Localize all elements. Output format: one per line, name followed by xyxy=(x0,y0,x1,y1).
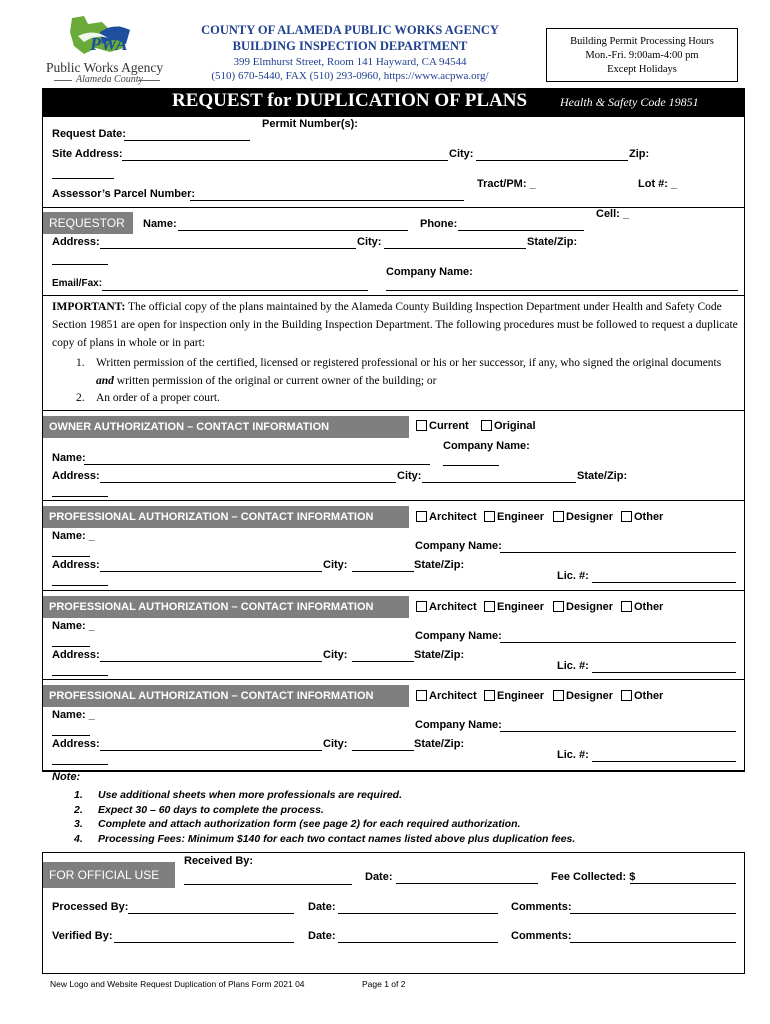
verified-comments-label: Comments: xyxy=(511,930,572,942)
requestor-header: REQUESTOR xyxy=(43,212,133,234)
important-divider xyxy=(42,295,745,296)
requestor-name-field[interactable] xyxy=(178,230,408,231)
header-contact: (510) 670-5440, FAX (510) 293-0960, https://www.acpwa.org/ xyxy=(211,70,489,82)
professional-state-zip-field[interactable] xyxy=(52,585,108,586)
professional-city-label: City: xyxy=(323,738,348,750)
professional-name-field[interactable] xyxy=(52,735,90,736)
professional-state-zip-label: State/Zip: xyxy=(414,738,465,750)
owner-company-field[interactable] xyxy=(443,465,499,466)
professional-name-label: Name: _ xyxy=(52,620,95,632)
owner-city-label: City: xyxy=(397,470,422,482)
requestor-city-field[interactable] xyxy=(384,248,526,249)
professional-address-field[interactable] xyxy=(100,661,322,662)
requestor-city-label: City: xyxy=(357,236,382,248)
requestor-email-label: Email/Fax: xyxy=(52,278,103,289)
hours-box xyxy=(546,28,738,82)
requestor-email-field[interactable] xyxy=(102,290,368,291)
checkbox-icon xyxy=(621,690,632,701)
note-item: 2. Expect 30 – 60 days to complete the process. xyxy=(74,803,324,816)
checkbox-icon xyxy=(416,420,427,431)
requestor-address-field[interactable] xyxy=(100,248,356,249)
received-by-label: Received By: xyxy=(184,855,254,867)
verified-date-field[interactable] xyxy=(338,942,498,943)
professional-lic-label: Lic. #: xyxy=(557,660,589,672)
official-date-field[interactable] xyxy=(396,883,538,884)
owner-original-checkbox[interactable]: Original xyxy=(481,420,536,432)
logo-rule-right xyxy=(138,80,160,81)
requestor-divider xyxy=(42,207,745,208)
checkbox-icon xyxy=(481,420,492,431)
checkbox-icon xyxy=(553,690,564,701)
owner-current-checkbox[interactable]: Current xyxy=(416,420,469,432)
checkbox-icon xyxy=(553,511,564,522)
apn-label: Assessor’s Parcel Number: xyxy=(52,188,196,200)
header-agency: COUNTY OF ALAMEDA PUBLIC WORKS AGENCY xyxy=(201,23,499,37)
verified-by-field[interactable] xyxy=(114,942,294,943)
professional-name-label: Name: _ xyxy=(52,709,95,721)
checkbox-icon xyxy=(416,511,427,522)
checkbox-icon xyxy=(416,601,427,612)
engineer-checkbox[interactable]: Engineer xyxy=(484,601,544,613)
processed-date-field[interactable] xyxy=(338,913,498,914)
processed-by-field[interactable] xyxy=(128,913,294,914)
requestor-company-label: Company Name: xyxy=(386,266,473,278)
professional-company-label: Company Name: xyxy=(415,719,502,731)
professional-lic-label: Lic. #: xyxy=(557,749,589,761)
form-title: REQUEST for DUPLICATION OF PLANS xyxy=(172,90,528,111)
professional-address-field[interactable] xyxy=(100,571,322,572)
apn-field[interactable] xyxy=(190,200,464,201)
professional-city-field[interactable] xyxy=(352,661,414,662)
official-date-label: Date: xyxy=(365,871,393,883)
owner-name-label: Name: xyxy=(52,452,86,464)
engineer-checkbox[interactable]: Engineer xyxy=(484,690,544,702)
professional-address-label: Address: xyxy=(52,649,100,661)
professional-address-label: Address: xyxy=(52,738,100,750)
owner-name-field[interactable] xyxy=(84,464,430,465)
professional-header: PROFESSIONAL AUTHORIZATION – CONTACT INFORMATION xyxy=(43,596,409,618)
owner-address-label: Address: xyxy=(52,470,100,482)
professional-divider xyxy=(42,590,745,591)
checkbox-icon xyxy=(484,690,495,701)
professional-state-zip-label: State/Zip: xyxy=(414,559,465,571)
footer-form-id: New Logo and Website Request Duplication of Plans Form 2021 04 xyxy=(50,979,305,989)
verified-comments-field[interactable] xyxy=(570,942,736,943)
official-use-header: FOR OFFICIAL USE xyxy=(43,862,175,888)
site-address-label: Site Address: xyxy=(52,148,123,160)
notes-title: Note: xyxy=(52,771,81,783)
professional-header: PROFESSIONAL AUTHORIZATION – CONTACT INFORMATION xyxy=(43,685,409,707)
svg-text:PWA: PWA xyxy=(90,34,128,54)
checkbox-icon xyxy=(621,601,632,612)
owner-divider xyxy=(42,410,745,411)
owner-state-zip-label: State/Zip: xyxy=(577,470,628,482)
important-item-2: An order of a proper court. xyxy=(96,392,220,404)
other-checkbox[interactable]: Other xyxy=(621,601,663,613)
important-text xyxy=(52,298,738,352)
professional-company-label: Company Name: xyxy=(415,630,502,642)
site-address-field[interactable] xyxy=(122,160,448,161)
form-title-code: Health & Safety Code 19851 xyxy=(560,95,699,109)
requestor-state-zip-label: State/Zip: xyxy=(527,236,578,248)
requestor-address-label: Address: xyxy=(52,236,100,248)
other-checkbox[interactable]: Other xyxy=(621,511,663,523)
verified-date-label: Date: xyxy=(308,930,336,942)
owner-address-field[interactable] xyxy=(100,482,396,483)
professional-divider xyxy=(42,679,745,680)
pwa-logo-mark-icon xyxy=(44,14,162,62)
professional-header: PROFESSIONAL AUTHORIZATION – CONTACT INFORMATION xyxy=(43,506,409,528)
processed-comments-field[interactable] xyxy=(570,913,736,914)
important-item-1-and: and xyxy=(96,375,114,387)
professional-name-label: Name: _ xyxy=(52,530,95,542)
logo-county-name: Alameda County xyxy=(76,74,143,85)
designer-checkbox[interactable]: Designer xyxy=(553,511,613,523)
requestor-cell-label: Cell: _ xyxy=(596,208,630,220)
processed-date-label: Date: xyxy=(308,901,336,913)
note-item: 4. Processing Fees: Minimum $140 for each two contact names listed above plus duplication fees. xyxy=(74,832,576,845)
professional-company-label: Company Name: xyxy=(415,540,502,552)
professional-lic-field[interactable] xyxy=(592,761,736,762)
architect-checkbox[interactable]: Architect xyxy=(416,601,477,613)
requestor-phone-field[interactable] xyxy=(458,230,584,231)
site-city-field[interactable] xyxy=(476,160,628,161)
designer-checkbox[interactable]: Designer xyxy=(553,690,613,702)
owner-header: OWNER AUTHORIZATION – CONTACT INFORMATION xyxy=(43,416,409,438)
professional-address-label: Address: xyxy=(52,559,100,571)
processed-comments-label: Comments: xyxy=(511,901,572,913)
fee-collected-label: Fee Collected: $ xyxy=(551,871,636,883)
notes-divider xyxy=(42,770,745,771)
checkbox-icon xyxy=(416,690,427,701)
agency-header xyxy=(180,22,520,84)
header-department: BUILDING INSPECTION DEPARTMENT xyxy=(232,39,468,53)
professional-city-field[interactable] xyxy=(352,571,414,572)
professional-city-label: City: xyxy=(323,559,348,571)
important-body: The official copy of the plans maintained by the Alameda County Building Inspection Department under Health and Safety Code Section 19851 are open for inspection only in the Building Inspection Department. The following procedures must be followed to request a duplicate copy of plans in whole or in part: xyxy=(52,301,738,349)
fee-collected-field[interactable] xyxy=(630,883,736,884)
professional-name-field[interactable] xyxy=(52,556,90,557)
professional-name-field[interactable] xyxy=(52,646,90,647)
processed-by-label: Processed By: xyxy=(52,901,129,913)
owner-company-label: Company Name: xyxy=(443,440,530,452)
logo-rule-left xyxy=(54,80,72,81)
hours-days: Mon.-Fri. 9:00am-4:00 pm xyxy=(585,50,699,61)
professional-company-field[interactable] xyxy=(500,642,736,643)
note-item: 1. Use additional sheets when more professionals are required. xyxy=(74,789,403,801)
important-item-1-a: Written permission of the certified, licensed or registered professional or his or her successor, if any, who signed the original documents xyxy=(96,357,722,369)
site-zip-field[interactable] xyxy=(52,178,114,179)
verified-by-label: Verified By: xyxy=(52,930,113,942)
professional-divider xyxy=(42,500,745,501)
professional-lic-field[interactable] xyxy=(592,582,736,583)
professional-company-field[interactable] xyxy=(500,552,736,553)
checkbox-icon xyxy=(484,511,495,522)
important-item-1-b: written permission of the original or current owner of the building; or xyxy=(113,375,437,387)
request-date-label: Request Date: xyxy=(52,128,126,140)
important-lead: IMPORTANT: xyxy=(52,301,126,313)
permit-numbers-label: Permit Number(s): xyxy=(262,118,358,130)
important-item-2-num: 2. xyxy=(76,392,85,404)
requestor-name-label: Name: xyxy=(143,218,177,230)
professional-state-zip-field[interactable] xyxy=(52,764,108,765)
requestor-state-zip-field[interactable] xyxy=(52,264,108,265)
checkbox-icon xyxy=(621,511,632,522)
other-checkbox[interactable]: Other xyxy=(621,690,663,702)
professional-city-label: City: xyxy=(323,649,348,661)
notes-list xyxy=(74,788,575,846)
important-item-1-num: 1. xyxy=(76,357,85,369)
professional-lic-label: Lic. #: xyxy=(557,570,589,582)
lot-label: Lot #: _ xyxy=(638,178,678,190)
note-item: 3. Complete and attach authorization form (see page 2) for each required authorization. xyxy=(74,818,521,830)
agency-logo xyxy=(44,14,162,86)
professional-address-field[interactable] xyxy=(100,750,322,751)
important-item-1 xyxy=(96,354,736,390)
professional-state-zip-label: State/Zip: xyxy=(414,649,465,661)
requestor-company-field[interactable] xyxy=(386,290,738,291)
professional-city-field[interactable] xyxy=(352,750,414,751)
received-by-field[interactable] xyxy=(184,884,352,885)
professional-state-zip-field[interactable] xyxy=(52,675,108,676)
site-zip-label: Zip: xyxy=(629,148,650,160)
owner-state-zip-field[interactable] xyxy=(52,496,108,497)
site-city-label: City: xyxy=(449,148,474,160)
professional-company-field[interactable] xyxy=(500,731,736,732)
hours-except: Except Holidays xyxy=(607,64,677,75)
checkbox-icon xyxy=(553,601,564,612)
footer-page-number: Page 1 of 2 xyxy=(362,979,406,989)
tract-label: Tract/PM: _ xyxy=(477,178,536,190)
form-body xyxy=(42,116,745,772)
engineer-checkbox[interactable]: Engineer xyxy=(484,511,544,523)
designer-checkbox[interactable]: Designer xyxy=(553,601,613,613)
logo-agency-name: Public Works Agency xyxy=(46,60,164,75)
architect-checkbox[interactable]: Architect xyxy=(416,511,477,523)
checkbox-icon xyxy=(484,601,495,612)
hours-title: Building Permit Processing Hours xyxy=(570,36,714,47)
requestor-phone-label: Phone: xyxy=(420,218,458,230)
header-address: 399 Elmhurst Street, Room 141 Hayward, CA 94544 xyxy=(233,56,467,68)
professional-lic-field[interactable] xyxy=(592,672,736,673)
request-date-field[interactable] xyxy=(124,140,250,141)
owner-city-field[interactable] xyxy=(422,482,576,483)
architect-checkbox[interactable]: Architect xyxy=(416,690,477,702)
